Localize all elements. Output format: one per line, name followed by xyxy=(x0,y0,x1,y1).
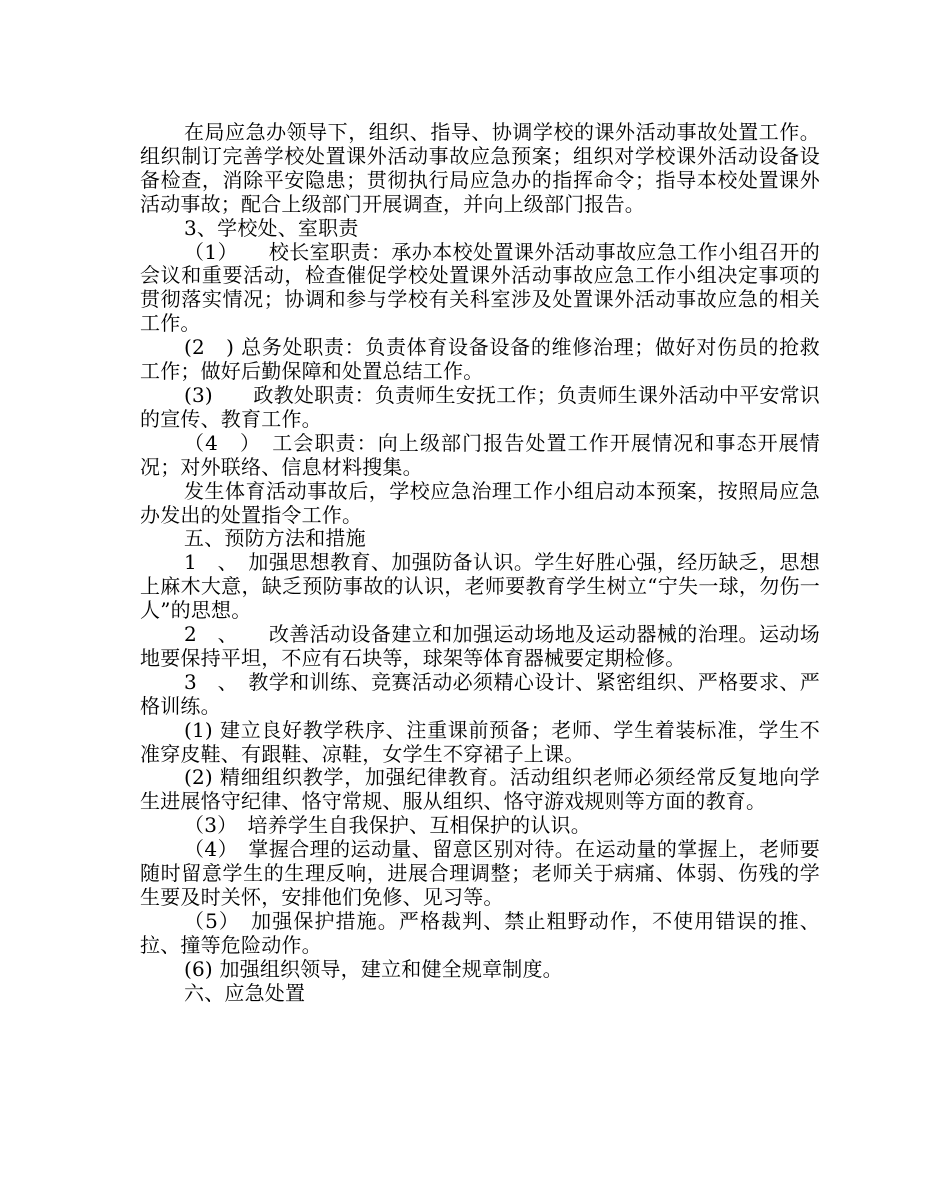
paragraph-union-duties: （4 ） 工会职责：向上级部门报告处置工作开展情况和事态开展情况；对外联络、信息材料搜集。 xyxy=(140,430,820,479)
paragraph-plan-activation: 发生体育活动事故后，学校应急治理工作小组启动本预案，按照局应急办发出的处置指令工作。 xyxy=(140,478,820,527)
paragraph-sub-measure-2: (2) 精细组织教学，加强纪律教育。活动组织老师必须经常反复地向学生进展恪守纪律、恪守常规、服从组织、恪守游戏规则等方面的教育。 xyxy=(140,765,820,814)
paragraph-sub-measure-3: （3） 培养学生自我保护、互相保护的认识。 xyxy=(184,813,591,838)
heading-emergency-response: 六、应急处置 xyxy=(184,980,306,1005)
paragraph-sub-measure-6: (6) 加强组织领导，建立和健全规章制度。 xyxy=(184,956,563,981)
paragraph-general-affairs-duties: (2 ) 总务处职责：负责体育设备设备的维修治理；做好对伤员的抢救工作；做好后勤保障和处置总结工作。 xyxy=(140,335,820,384)
heading-school-office-duties: 3、学校处、室职责 xyxy=(184,215,359,240)
paragraph-measure-2: 2 、 改善活动设备建立和加强运动场地及运动器械的治理。运动场地要保持平坦，不应有石块等，球架等体育器械要定期检修。 xyxy=(140,622,820,670)
paragraph-sub-measure-5: （5） 加强保护措施。严格裁判、禁止粗野动作，不使用错误的推、拉、撞等危险动作。 xyxy=(140,908,820,957)
paragraph-principal-office-duties: （1） 校长室职责：承办本校处置课外活动事故应急工作小组召开的会议和重要活动，检查催促学校处置课外活动事故应急工作小组决定事项的贯彻落实情况；协调和参与学校有关科室涉及处置课外活动事故应急的相关工作。 xyxy=(140,239,820,336)
paragraph-leadership-duties: 在局应急办领导下，组织、指导、协调学校的课外活动事故处置工作。组织制订完善学校处置课外活动事故应急预案；组织对学校课外活动设备设备检查，消除平安隐患；贯彻执行局应急办的指挥命令；指导本校处置课外活动事故；配合上级部门开展调查，并向上级部门报告。 xyxy=(140,120,820,216)
document-body xyxy=(140,121,820,1006)
paragraph-sub-measure-4: （4） 掌握合理的运动量、留意区别对待。在运动量的掌握上，老师要随时留意学生的生理反响，进展合理调整；老师关于病痛、体弱、伤残的学生要及时关怀，安排他们免修、见习等。 xyxy=(140,837,820,909)
paragraph-measure-3: 3 、 教学和训练、竞赛活动必须精心设计、紧密组织、严格要求、严格训练。 xyxy=(140,669,820,718)
paragraph-political-education-duties: (3) 政教处职责：负责师生安抚工作；负责师生课外活动中平安常识的宣传、教育工作。 xyxy=(140,382,820,431)
paragraph-sub-measure-1: (1) 建立良好教学秩序、注重课前预备；老师、学生着装标准，学生不准穿皮鞋、有跟鞋、凉鞋，女学生不穿裙子上课。 xyxy=(140,717,820,766)
heading-prevention-measures: 五、预防方法和措施 xyxy=(184,526,366,551)
paragraph-measure-1: 1 、 加强思想教育、加强防备认识。学生好胜心强，经历缺乏，思想上麻木大意，缺乏预防事故的认识，老师要教育学生树立“宁失一球，勿伤一人”的思想。 xyxy=(140,550,820,623)
